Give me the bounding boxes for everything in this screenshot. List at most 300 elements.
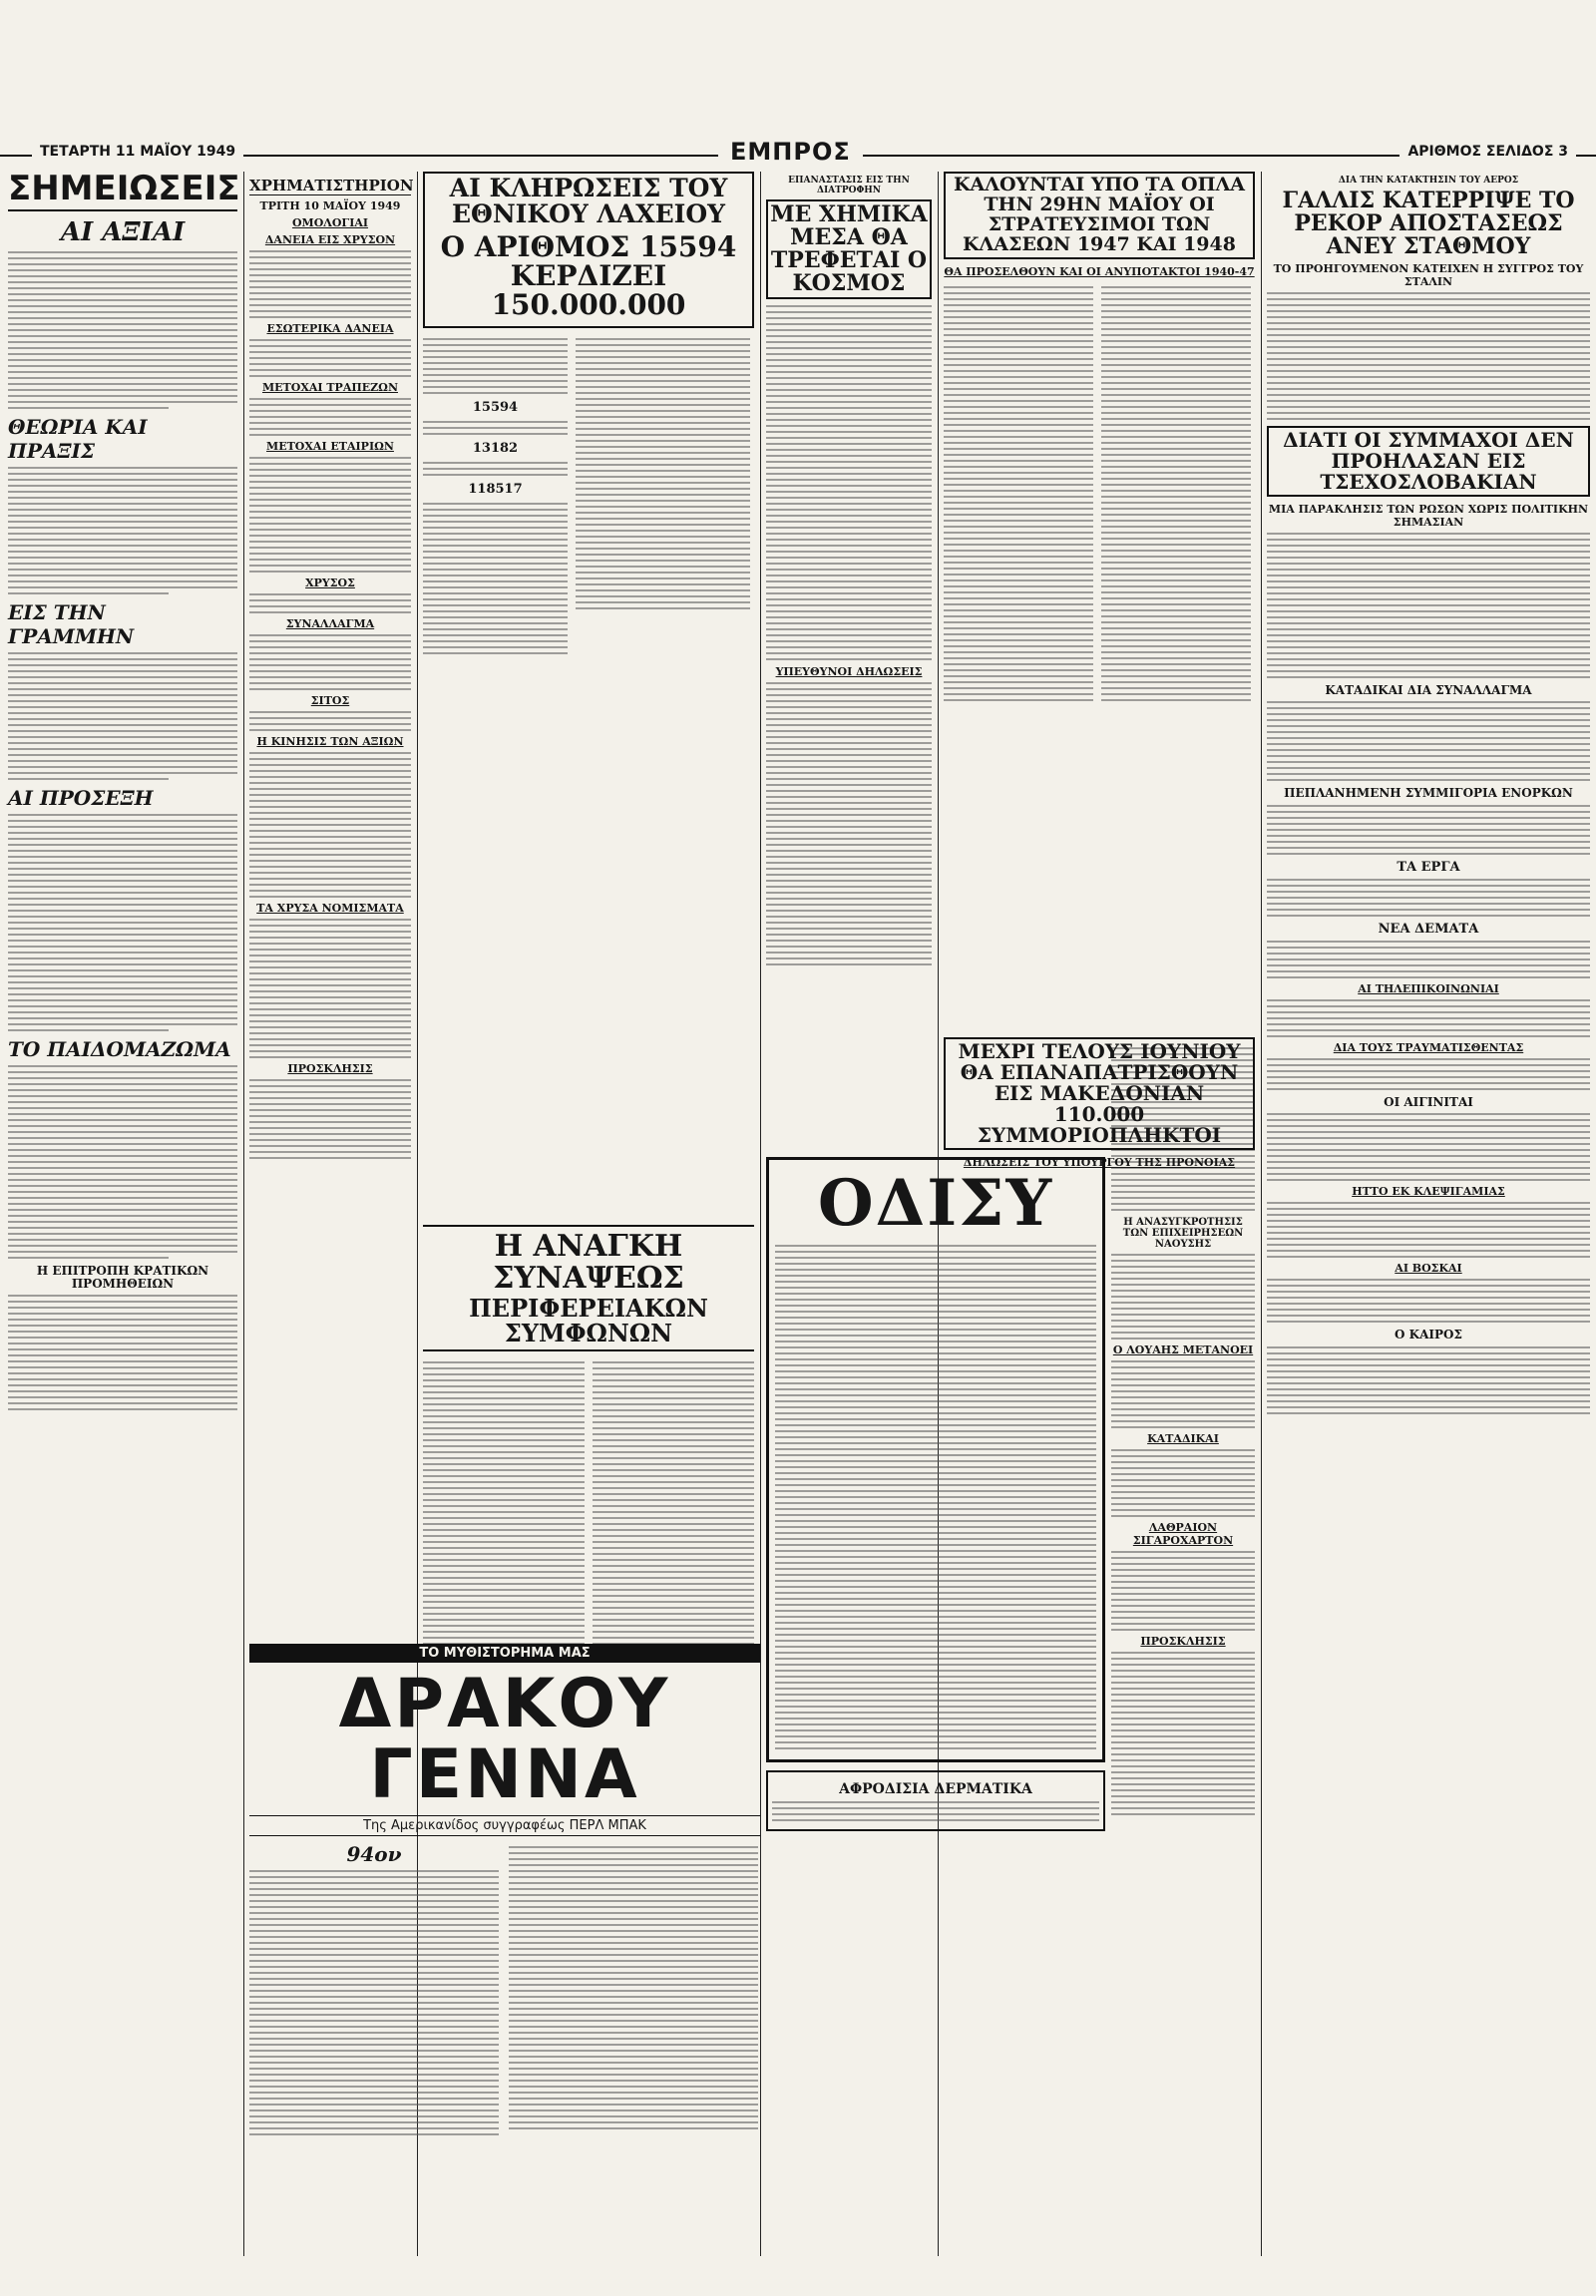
text-line bbox=[944, 538, 1093, 540]
text-line bbox=[249, 1996, 499, 1998]
text-line bbox=[593, 1421, 754, 1423]
text-line bbox=[766, 940, 932, 942]
text-line bbox=[775, 1388, 1096, 1390]
text-line bbox=[1267, 1179, 1590, 1181]
text-line bbox=[1111, 1575, 1255, 1577]
text-line bbox=[249, 824, 411, 826]
text-line bbox=[249, 298, 411, 300]
text-line bbox=[944, 502, 1093, 504]
text-line bbox=[944, 352, 1093, 354]
section-heading: ΤΑ ΧΡΥΣΑ ΝΟΜΙΣΜΑΤΑ bbox=[256, 901, 404, 915]
text-line bbox=[1267, 1256, 1590, 1258]
section-heading: ΟΙ ΑΙΓΙΝΙΤΑΙ bbox=[1384, 1095, 1473, 1110]
text-line bbox=[249, 836, 411, 838]
lottery-right bbox=[576, 334, 750, 658]
text-line bbox=[1111, 1272, 1255, 1274]
text-line bbox=[8, 389, 237, 391]
text-line bbox=[8, 1173, 237, 1175]
article-text bbox=[8, 652, 237, 780]
text-line bbox=[1267, 1035, 1590, 1037]
article-text bbox=[249, 752, 411, 898]
text-line bbox=[8, 1366, 237, 1368]
text-line bbox=[1111, 1485, 1255, 1487]
text-line bbox=[249, 316, 411, 318]
text-line bbox=[1267, 953, 1590, 955]
text-line bbox=[249, 304, 411, 306]
text-line bbox=[593, 1619, 754, 1621]
text-line bbox=[775, 1436, 1096, 1438]
text-line bbox=[249, 1103, 411, 1105]
text-line bbox=[249, 949, 411, 951]
text-line bbox=[249, 646, 411, 648]
text-line bbox=[1111, 1203, 1255, 1205]
text-line bbox=[766, 305, 932, 307]
text-line bbox=[576, 577, 750, 579]
text-line bbox=[1111, 1629, 1255, 1631]
text-line bbox=[775, 1610, 1096, 1612]
text-line bbox=[944, 316, 1093, 318]
text-line bbox=[249, 1954, 499, 1956]
text-line bbox=[1267, 713, 1590, 715]
text-line bbox=[8, 1354, 237, 1356]
text-line bbox=[1267, 412, 1590, 414]
text-line bbox=[1111, 1593, 1255, 1595]
text-line bbox=[1111, 1676, 1255, 1678]
ad-text bbox=[772, 1801, 1099, 1821]
text-line bbox=[249, 487, 411, 489]
text-line bbox=[8, 299, 237, 301]
text-line bbox=[249, 410, 411, 412]
text-line bbox=[944, 693, 1093, 695]
text-line bbox=[8, 1360, 237, 1362]
text-line bbox=[944, 645, 1093, 647]
text-line bbox=[1101, 412, 1251, 414]
text-line bbox=[1267, 731, 1590, 733]
page-header bbox=[0, 138, 1596, 166]
text-line bbox=[509, 2068, 758, 2070]
text-line bbox=[249, 1882, 499, 1884]
text-line bbox=[944, 322, 1093, 324]
text-line bbox=[249, 605, 411, 607]
text-line bbox=[509, 1900, 758, 1902]
novel-body bbox=[249, 1842, 760, 2139]
section-heading: ΥΠΕΥΘΥΝΟΙ ΔΗΛΩΣΕΙΣ bbox=[775, 665, 923, 679]
text-line bbox=[1111, 1296, 1255, 1298]
text-line bbox=[766, 814, 932, 816]
text-line bbox=[8, 820, 237, 822]
text-line bbox=[766, 425, 932, 427]
text-line bbox=[766, 461, 932, 463]
text-line bbox=[766, 838, 932, 840]
text-line bbox=[509, 1864, 758, 1866]
winning-number: 15594 bbox=[472, 399, 519, 415]
text-line bbox=[775, 1263, 1096, 1265]
article-text bbox=[1111, 1360, 1255, 1428]
text-line bbox=[593, 1577, 754, 1579]
text-line bbox=[766, 748, 932, 750]
text-line bbox=[1267, 1358, 1590, 1360]
text-line bbox=[775, 1508, 1096, 1510]
quote-table bbox=[249, 634, 411, 690]
text-line bbox=[1267, 664, 1590, 666]
text-line bbox=[249, 676, 411, 678]
text-line bbox=[944, 699, 1093, 701]
text-line bbox=[8, 1191, 237, 1193]
section-heading: ΔΑΝΕΙΑ ΕΙΣ ΧΡΥΣΟΝ bbox=[264, 232, 396, 246]
text-line bbox=[944, 400, 1093, 402]
text-line bbox=[8, 509, 237, 511]
text-line bbox=[1111, 1426, 1255, 1428]
text-line bbox=[1111, 1682, 1255, 1684]
text-line bbox=[1101, 687, 1251, 689]
text-line bbox=[8, 527, 237, 529]
text-line bbox=[1267, 1315, 1590, 1317]
text-line bbox=[1267, 767, 1590, 769]
text-line bbox=[249, 1091, 411, 1093]
text-line bbox=[1267, 761, 1590, 763]
text-line bbox=[1101, 376, 1251, 378]
text-line bbox=[423, 1553, 585, 1555]
text-line bbox=[775, 1526, 1096, 1528]
text-line bbox=[775, 1682, 1096, 1684]
notes-subtitle: ΑΙ ΑΞΙΑΙ bbox=[60, 216, 186, 247]
text-line bbox=[423, 616, 568, 618]
text-line bbox=[509, 1894, 758, 1896]
text-line bbox=[8, 545, 237, 547]
text-line bbox=[249, 475, 411, 477]
text-line bbox=[775, 1323, 1096, 1325]
text-line bbox=[249, 1930, 499, 1932]
text-line bbox=[249, 788, 411, 790]
text-line bbox=[249, 250, 411, 252]
text-line bbox=[8, 335, 237, 337]
ad-text bbox=[775, 1245, 1096, 1749]
text-line bbox=[576, 356, 750, 358]
text-line bbox=[1267, 1149, 1590, 1151]
text-line bbox=[766, 377, 932, 379]
text-line bbox=[1267, 1303, 1590, 1305]
text-line bbox=[944, 478, 1093, 480]
text-line bbox=[509, 1936, 758, 1938]
text-line bbox=[8, 1331, 237, 1333]
text-line bbox=[8, 574, 237, 576]
text-line bbox=[593, 1511, 754, 1513]
text-line bbox=[1111, 1771, 1255, 1773]
text-line bbox=[766, 646, 932, 648]
text-line bbox=[423, 586, 568, 588]
text-line bbox=[8, 922, 237, 924]
article-text bbox=[1267, 941, 1590, 978]
text-line bbox=[249, 670, 411, 672]
text-line bbox=[8, 1342, 237, 1344]
text-line bbox=[766, 497, 932, 499]
text-line bbox=[775, 1718, 1096, 1720]
column-rule bbox=[760, 172, 761, 2256]
text-line bbox=[1111, 1801, 1255, 1803]
text-line bbox=[576, 554, 750, 556]
text-line bbox=[1267, 1088, 1590, 1090]
section-heading: ΕΣΩΤΕΡΙΚΑ ΔΑΝΕΙΑ bbox=[266, 321, 394, 335]
text-line bbox=[249, 2074, 499, 2076]
text-line bbox=[8, 981, 237, 983]
text-line bbox=[249, 943, 411, 945]
text-line bbox=[1111, 1611, 1255, 1613]
text-line bbox=[509, 1852, 758, 1854]
call-subhead: ΘΑ ΠΡΟΣΕΛΘΟΥΝ ΚΑΙ ΟΙ ΑΝΥΠΟΤΑΚΤΟΙ 1940-47 bbox=[944, 264, 1255, 278]
text-line bbox=[8, 940, 237, 942]
text-line bbox=[1101, 502, 1251, 504]
text-line bbox=[423, 427, 568, 429]
text-line bbox=[766, 742, 932, 744]
text-line bbox=[775, 1598, 1096, 1600]
text-line bbox=[1101, 388, 1251, 390]
text-line bbox=[249, 1145, 411, 1147]
text-line bbox=[944, 579, 1093, 581]
article-text bbox=[1111, 1652, 1255, 1815]
text-line bbox=[766, 832, 932, 834]
text-line bbox=[1267, 569, 1590, 571]
text-line bbox=[593, 1607, 754, 1609]
text-line bbox=[593, 1559, 754, 1561]
text-line bbox=[249, 1942, 499, 1944]
text-line bbox=[1267, 1309, 1590, 1311]
text-line bbox=[8, 652, 237, 654]
text-line bbox=[593, 1433, 754, 1435]
text-line bbox=[8, 868, 237, 870]
text-line bbox=[1267, 658, 1590, 660]
text-line bbox=[1267, 835, 1590, 837]
text-line bbox=[944, 334, 1093, 336]
text-line bbox=[1101, 400, 1251, 402]
text-line bbox=[1101, 615, 1251, 617]
record-subhead: ΤΟ ΠΡΟΗΓΟΥΜΕΝΟΝ ΚΑΤΕΙΧΕΝ Η ΣΥΓΓΡΟΣ ΤΟΥ ΣΤΑΛΙΝ bbox=[1273, 262, 1584, 289]
text-line bbox=[1101, 693, 1251, 695]
text-line bbox=[249, 640, 411, 642]
text-line bbox=[1267, 755, 1590, 757]
text-line bbox=[766, 580, 932, 582]
text-line bbox=[766, 892, 932, 894]
text-line bbox=[766, 449, 932, 451]
text-line bbox=[1101, 526, 1251, 528]
text-line bbox=[775, 1466, 1096, 1468]
text-line bbox=[1267, 418, 1590, 420]
text-line bbox=[576, 422, 750, 424]
text-line bbox=[423, 1451, 585, 1453]
text-line bbox=[593, 1391, 754, 1393]
quote-table bbox=[249, 711, 411, 731]
text-line bbox=[1101, 663, 1251, 665]
text-line bbox=[1267, 334, 1590, 336]
text-line bbox=[8, 1065, 237, 1067]
article-text bbox=[944, 282, 1093, 705]
text-line bbox=[1101, 532, 1251, 534]
text-line bbox=[249, 559, 411, 561]
text-line bbox=[249, 404, 411, 406]
text-line bbox=[1101, 675, 1251, 677]
pacts-headline bbox=[423, 1225, 754, 1351]
text-line bbox=[775, 1550, 1096, 1552]
macedonia-title: ΜΕΧΡΙ ΤΕΛΟΥΣ ΙΟΥΝΙΟΥ ΘΑ ΕΠΑΝΑΠΑΤΡΙΣΘΟΥΝ ΕΙΣ ΜΑΚΕΔΟΝΙΑΝ 110.000 ΣΥΜΜΟΡΙΟΠΛΗΚΤΟΙ bbox=[958, 1039, 1241, 1147]
text-line bbox=[249, 717, 411, 719]
text-line bbox=[423, 1583, 585, 1585]
text-line bbox=[8, 1113, 237, 1115]
text-line bbox=[8, 778, 169, 780]
text-line bbox=[1111, 1320, 1255, 1322]
text-line bbox=[8, 1319, 237, 1321]
text-line bbox=[1101, 520, 1251, 522]
text-line bbox=[249, 1127, 411, 1129]
text-line bbox=[1101, 460, 1251, 462]
text-line bbox=[249, 565, 411, 567]
text-line bbox=[775, 1484, 1096, 1486]
text-line bbox=[1101, 544, 1251, 546]
text-line bbox=[766, 598, 932, 600]
text-line bbox=[593, 1439, 754, 1441]
text-line bbox=[576, 500, 750, 502]
text-line bbox=[766, 796, 932, 798]
article-text bbox=[8, 1295, 237, 1410]
article-text bbox=[1267, 1202, 1590, 1258]
text-line bbox=[423, 598, 568, 600]
text-line bbox=[249, 351, 411, 353]
text-line bbox=[1111, 1563, 1255, 1565]
text-line bbox=[8, 760, 237, 762]
text-line bbox=[1111, 1735, 1255, 1737]
text-line bbox=[944, 454, 1093, 456]
text-line bbox=[8, 347, 237, 349]
text-line bbox=[1101, 645, 1251, 647]
text-line bbox=[1111, 1449, 1255, 1451]
text-line bbox=[1267, 1364, 1590, 1366]
text-line bbox=[249, 2038, 499, 2040]
text-line bbox=[576, 506, 750, 508]
text-line bbox=[775, 1317, 1096, 1319]
text-line bbox=[775, 1741, 1096, 1743]
text-line bbox=[593, 1409, 754, 1411]
text-line bbox=[1267, 1232, 1590, 1234]
text-line bbox=[423, 386, 568, 388]
text-line bbox=[944, 615, 1093, 617]
text-line bbox=[8, 293, 237, 295]
text-line bbox=[1267, 539, 1590, 541]
chem-headline-box bbox=[766, 199, 932, 299]
text-line bbox=[775, 1281, 1096, 1283]
text-line bbox=[249, 872, 411, 874]
text-line bbox=[423, 1529, 585, 1531]
text-line bbox=[509, 1948, 758, 1950]
odisy-title: ΟΔΙΣΥ bbox=[817, 1166, 1054, 1241]
text-line bbox=[766, 509, 932, 511]
text-line bbox=[593, 1475, 754, 1477]
text-line bbox=[1267, 370, 1590, 372]
text-line bbox=[766, 808, 932, 810]
text-line bbox=[509, 1984, 758, 1986]
text-line bbox=[8, 748, 237, 750]
text-line bbox=[1267, 897, 1590, 899]
text-line bbox=[509, 2115, 758, 2117]
text-line bbox=[8, 1119, 237, 1121]
text-line bbox=[1267, 646, 1590, 648]
text-line bbox=[944, 382, 1093, 384]
text-line bbox=[1111, 1759, 1255, 1761]
text-line bbox=[8, 1301, 237, 1303]
text-line bbox=[775, 1424, 1096, 1426]
text-line bbox=[8, 880, 237, 882]
article-text bbox=[1267, 292, 1590, 420]
text-line bbox=[1101, 568, 1251, 570]
text-line bbox=[8, 772, 237, 774]
text-line bbox=[8, 377, 237, 379]
text-line bbox=[775, 1712, 1096, 1714]
text-line bbox=[1101, 382, 1251, 384]
text-line bbox=[8, 658, 237, 660]
text-line bbox=[8, 563, 237, 565]
text-line bbox=[1111, 1718, 1255, 1720]
text-line bbox=[1267, 891, 1590, 893]
text-line bbox=[766, 437, 932, 439]
text-line bbox=[766, 515, 932, 517]
text-line bbox=[944, 574, 1093, 575]
text-line bbox=[944, 562, 1093, 564]
article-text bbox=[1267, 1346, 1590, 1414]
text-line bbox=[423, 1637, 585, 1639]
text-line bbox=[249, 547, 411, 549]
text-line bbox=[944, 406, 1093, 408]
text-line bbox=[423, 1421, 585, 1423]
call-headline-box bbox=[944, 172, 1255, 259]
text-line bbox=[576, 589, 750, 591]
text-line bbox=[8, 1402, 237, 1404]
text-line bbox=[8, 515, 237, 517]
text-line bbox=[8, 365, 237, 367]
text-line bbox=[1267, 903, 1590, 905]
text-line bbox=[8, 1227, 237, 1229]
text-line bbox=[593, 1589, 754, 1591]
text-line bbox=[249, 1002, 411, 1004]
text-line bbox=[766, 952, 932, 954]
text-line bbox=[576, 404, 750, 406]
lottery-left bbox=[423, 334, 568, 658]
text-line bbox=[8, 910, 237, 912]
text-line bbox=[8, 1107, 237, 1109]
text-line bbox=[8, 706, 237, 708]
text-line bbox=[8, 1307, 237, 1309]
text-line bbox=[766, 862, 932, 864]
text-line bbox=[1267, 817, 1590, 819]
text-line bbox=[944, 520, 1093, 522]
text-line bbox=[249, 310, 411, 312]
text-line bbox=[8, 371, 237, 373]
text-line bbox=[1111, 1605, 1255, 1607]
text-line bbox=[593, 1625, 754, 1627]
text-line bbox=[944, 484, 1093, 486]
text-line bbox=[8, 479, 237, 481]
article-text bbox=[423, 338, 568, 394]
text-line bbox=[8, 1071, 237, 1073]
text-line bbox=[249, 842, 411, 844]
text-line bbox=[423, 1595, 585, 1597]
text-line bbox=[766, 658, 932, 660]
text-line bbox=[1267, 1167, 1590, 1169]
text-line bbox=[249, 729, 411, 731]
text-line bbox=[766, 353, 932, 355]
text-line bbox=[766, 688, 932, 690]
text-line bbox=[249, 463, 411, 465]
text-line bbox=[423, 392, 568, 394]
text-line bbox=[775, 1478, 1096, 1480]
text-line bbox=[1267, 1131, 1590, 1133]
text-line bbox=[249, 1870, 499, 1872]
